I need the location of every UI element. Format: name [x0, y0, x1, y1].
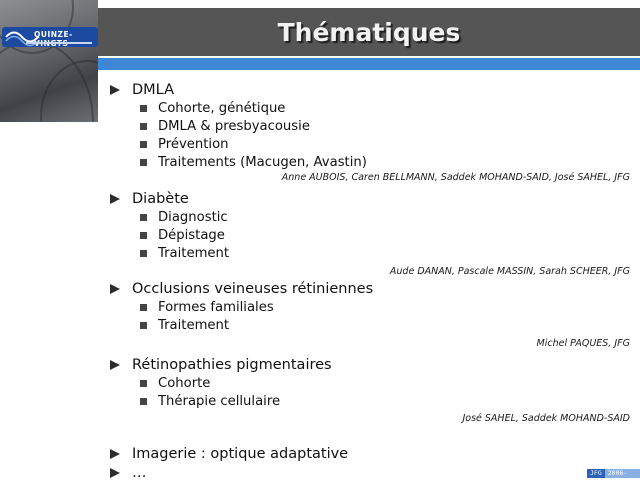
item-label: Cohorte — [158, 375, 211, 391]
topic-imagerie — [108, 444, 630, 463]
footer-badge — [587, 469, 640, 486]
triangle-bullet-icon — [110, 449, 120, 459]
list-item — [108, 208, 630, 226]
item-label: Formes familiales — [158, 299, 274, 315]
list-item — [108, 117, 630, 135]
topic-row — [108, 463, 630, 482]
footer-tag: JFG — [587, 469, 605, 478]
topic-credit: Aude DANAN, Pascale MASSIN, Sarah SCHEER, JFG — [389, 266, 630, 277]
list-item — [108, 244, 630, 262]
topic-credit: José SAHEL, Saddek MOHAND-SAID — [462, 413, 630, 424]
topic-row — [108, 355, 630, 374]
item-label: Diagnostic — [158, 209, 228, 225]
item-label: Cohorte, génétique — [158, 100, 286, 116]
topic-dmla — [108, 80, 630, 185]
list-item — [108, 226, 630, 244]
topic-row — [108, 80, 630, 99]
square-bullet-icon — [140, 105, 147, 112]
topic-label: … — [132, 464, 147, 481]
logo-panel — [0, 0, 98, 122]
topic-credit: Anne AUBOIS, Caren BELLMANN, Saddek MOHAND-SAID, José SAHEL, JFG — [281, 172, 630, 183]
list-item — [108, 374, 630, 392]
square-bullet-icon — [140, 159, 147, 166]
square-bullet-icon — [140, 322, 147, 329]
triangle-bullet-icon — [110, 85, 120, 95]
logo-underline — [26, 42, 92, 44]
slide-content — [108, 80, 630, 482]
list-item — [108, 99, 630, 117]
topic-row — [108, 279, 630, 298]
item-label: Dépistage — [158, 227, 225, 243]
topic-label: Diabète — [132, 190, 189, 207]
triangle-bullet-icon — [110, 468, 120, 478]
square-bullet-icon — [140, 398, 147, 405]
item-label: Thérapie cellulaire — [158, 393, 281, 409]
topic-row — [108, 189, 630, 208]
square-bullet-icon — [140, 304, 147, 311]
footer-date: 2006-2012 — [605, 469, 640, 478]
title-bar — [98, 8, 640, 56]
triangle-bullet-icon — [110, 194, 120, 204]
topic-ellipsis — [108, 463, 630, 482]
square-bullet-icon — [140, 250, 147, 257]
topic-credit: Michel PAQUES, JFG — [536, 338, 630, 349]
list-item — [108, 298, 630, 316]
topic-label: Rétinopathies pigmentaires — [132, 356, 332, 373]
item-label: Traitement — [158, 317, 230, 333]
square-bullet-icon — [140, 232, 147, 239]
topic-row — [108, 444, 630, 463]
topic-diabete — [108, 189, 630, 279]
topic-label: DMLA — [132, 81, 175, 98]
triangle-bullet-icon — [110, 284, 120, 294]
slide-title: Thématiques — [277, 18, 461, 47]
item-label: Traitements (Macugen, Avastin) — [158, 154, 367, 170]
list-item — [108, 153, 630, 171]
list-item — [108, 135, 630, 153]
item-label: Traitement — [158, 245, 230, 261]
item-label: DMLA & presbyacousie — [158, 118, 310, 134]
square-bullet-icon — [140, 123, 147, 130]
title-underline — [98, 58, 640, 70]
triangle-bullet-icon — [110, 360, 120, 370]
topic-retinopathies — [108, 355, 630, 426]
topic-occlusions — [108, 279, 630, 351]
item-label: Prévention — [158, 136, 229, 152]
logo-text: QUINZE- — [34, 30, 73, 39]
topic-label: Occlusions veineuses rétiniennes — [132, 280, 374, 297]
square-bullet-icon — [140, 141, 147, 148]
square-bullet-icon — [140, 214, 147, 221]
topic-label: Imagerie : optique adaptative — [132, 445, 349, 462]
list-item — [108, 316, 630, 334]
list-item — [108, 392, 630, 410]
square-bullet-icon — [140, 380, 147, 387]
